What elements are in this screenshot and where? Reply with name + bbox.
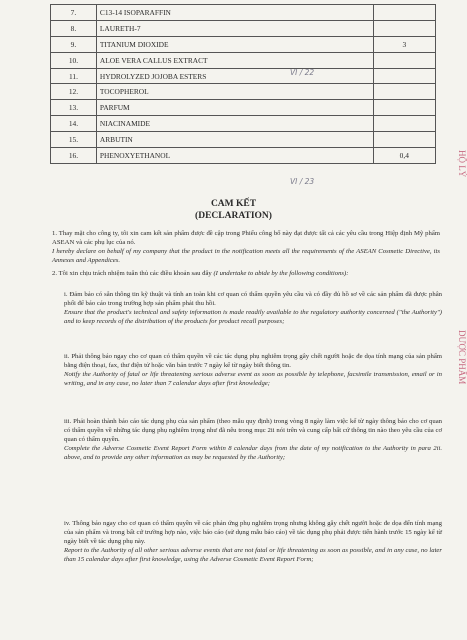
ingredient-percentage — [373, 116, 435, 132]
item-iii — [64, 418, 442, 463]
heading-declaration: (DECLARATION) — [195, 211, 272, 221]
ingredient-name: C13-14 ISOPARAFFIN — [96, 5, 373, 21]
stamp-bottom: DƯỢC PHẨM — [457, 330, 467, 385]
item-iv-number: iv. — [64, 520, 71, 527]
ingredient-row — [51, 148, 436, 164]
paragraph-1-vi: 1. Thay mặt cho công ty, tôi xin cam kết sản phẩm được đề cập trong Phiếu công bố này đạt được tất cả các yêu cầu trong Hiệp định Mỹ phẩm ASEAN và các phụ lục của nó. — [52, 230, 440, 246]
item-iii-en: Complete the Adverse Cosmetic Event Report Form within 8 calendar days from the date of my notification to the Authority in para 2ii. above, and to provide any other information as may be requested by the Authority; — [64, 444, 442, 461]
item-iv — [64, 520, 442, 565]
ingredient-row — [51, 68, 436, 84]
ingredient-name: HYDROLYZED JOJOBA ESTERS — [96, 68, 373, 84]
paragraph-2-vi: 2. Tôi xin chịu trách nhiệm tuân thủ các điều khoản sau đây — [52, 270, 212, 277]
item-i — [64, 291, 442, 327]
ingredient-percentage — [373, 20, 435, 36]
ingredient-number: 13. — [51, 100, 97, 116]
ingredient-number: 12. — [51, 84, 97, 100]
ingredient-number: 14. — [51, 116, 97, 132]
item-i-vi: Đảm bảo có sẵn thông tin kỹ thuật và tính an toàn khi cơ quan có thẩm quyền yêu cầu và có đầy đủ hồ sơ về các sản phẩm đã được phân phối để báo cáo trong trường hợp sản phẩm phải thu hồi. — [64, 291, 443, 307]
handwritten-note-2: VI / 23 — [290, 177, 315, 186]
ingredient-name: ARBUTIN — [96, 132, 373, 148]
ingredient-name: NIACINAMIDE — [96, 116, 373, 132]
item-i-en: Ensure that the product's technical and safety information is made readily available to the regulatory authority concerned ("the Authority") and to keep records of the distribution of the products for product recall purposes; — [64, 308, 442, 325]
item-ii-number: ii. — [64, 353, 70, 360]
ingredient-row — [51, 116, 436, 132]
heading-cam-ket: CAM KẾT — [210, 199, 257, 209]
stamp-top: HỘ LÝ — [457, 150, 467, 178]
item-ii-en: Notify the Authority of fatal or life threatening serious adverse event as soon as possible by telephone, facsimile transmission, email or in writing, and in any case, no later than 7 calendar days after first knowledge; — [64, 370, 442, 387]
ingredient-row — [51, 84, 436, 100]
item-iv-vi: Thông báo ngay cho cơ quan có thẩm quyền về các phản ứng phụ nghiêm trọng nhưng không gây chết người hoặc đe dọa đến tính mạng của sản phẩm và trong bất cứ trường hợp nào, việc báo cáo (sử dụng mẫu báo cáo) về tác dụng phụ phải được tiến hành trước 15 ngày kể từ ngày biết về tác dụng phụ này. — [64, 520, 442, 545]
ingredient-percentage — [373, 84, 435, 100]
ingredient-number: 10. — [51, 52, 97, 68]
ingredient-percentage — [373, 5, 435, 21]
item-iii-number: iii. — [64, 418, 72, 425]
paragraph-2-en: (I undertake to abide by the following conditions): — [213, 270, 349, 277]
ingredient-number: 7. — [51, 5, 97, 21]
ingredient-percentage — [373, 132, 435, 148]
ingredient-row — [51, 36, 436, 52]
item-iii-vi: Phải hoàn thành báo cáo tác dụng phụ của sản phẩm (theo mẫu quy định) trong vòng 8 ngày làm việc kể từ ngày thông báo cho cơ quan có thẩm quyền về những tác dụng phụ nghiêm trọng như đã nêu trong mục 2ii nói trên và cung cấp bất cứ thông tin nào theo yêu cầu của cơ quan có thẩm quyền. — [64, 418, 443, 443]
ingredient-number: 9. — [51, 36, 97, 52]
ingredient-percentage — [373, 52, 435, 68]
ingredient-number: 16. — [51, 148, 97, 164]
item-ii — [64, 353, 442, 389]
item-iv-en: Report to the Authority of all other serious adverse events that are not fatal or life threatening as soon as possible, and in any case, no later than 15 calendar days after first knowledge, using the Adverse Cosmetic Event Report Form; — [64, 546, 442, 563]
paragraph-1-en: I hereby declare on behalf of my company that the product in the notification meets all the requirements of the ASEAN Cosmetic Directive, its Annexes and Appendices. — [52, 247, 440, 264]
ingredient-number: 8. — [51, 20, 97, 36]
ingredient-row — [51, 20, 436, 36]
ingredient-percentage — [373, 100, 435, 116]
ingredient-row — [51, 100, 436, 116]
ingredient-name: TOCOPHEROL — [96, 84, 373, 100]
item-ii-vi: Phải thông báo ngay cho cơ quan có thẩm quyền về các tác dụng phụ nghiêm trọng gây chết người hoặc đe dọa tính mạng của sản phẩm bằng điện thoại, fax, thư điện tử hoặc văn bản trước 7 ngày kể từ ngày biết thông tin. — [64, 353, 442, 369]
ingredient-percentage — [373, 68, 435, 84]
ingredient-name: PARFUM — [96, 100, 373, 116]
ingredient-name: ALOE VERA CALLUS EXTRACT — [96, 52, 373, 68]
ingredients-table — [50, 4, 436, 164]
paragraph-2 — [52, 270, 440, 279]
handwritten-note-1: VI / 22 — [290, 68, 315, 77]
ingredient-percentage: 3 — [373, 36, 435, 52]
ingredient-row — [51, 132, 436, 148]
ingredient-percentage: 0,4 — [373, 148, 435, 164]
ingredient-name: LAURETH-7 — [96, 20, 373, 36]
ingredient-number: 11. — [51, 68, 97, 84]
ingredient-row — [51, 52, 436, 68]
ingredient-number: 15. — [51, 132, 97, 148]
item-i-number: i. — [64, 291, 68, 298]
ingredient-row — [51, 5, 436, 21]
ingredient-name: PHENOXYETHANOL — [96, 148, 373, 164]
paragraph-1 — [52, 230, 440, 266]
ingredient-name: TITANIUM DIOXIDE — [96, 36, 373, 52]
